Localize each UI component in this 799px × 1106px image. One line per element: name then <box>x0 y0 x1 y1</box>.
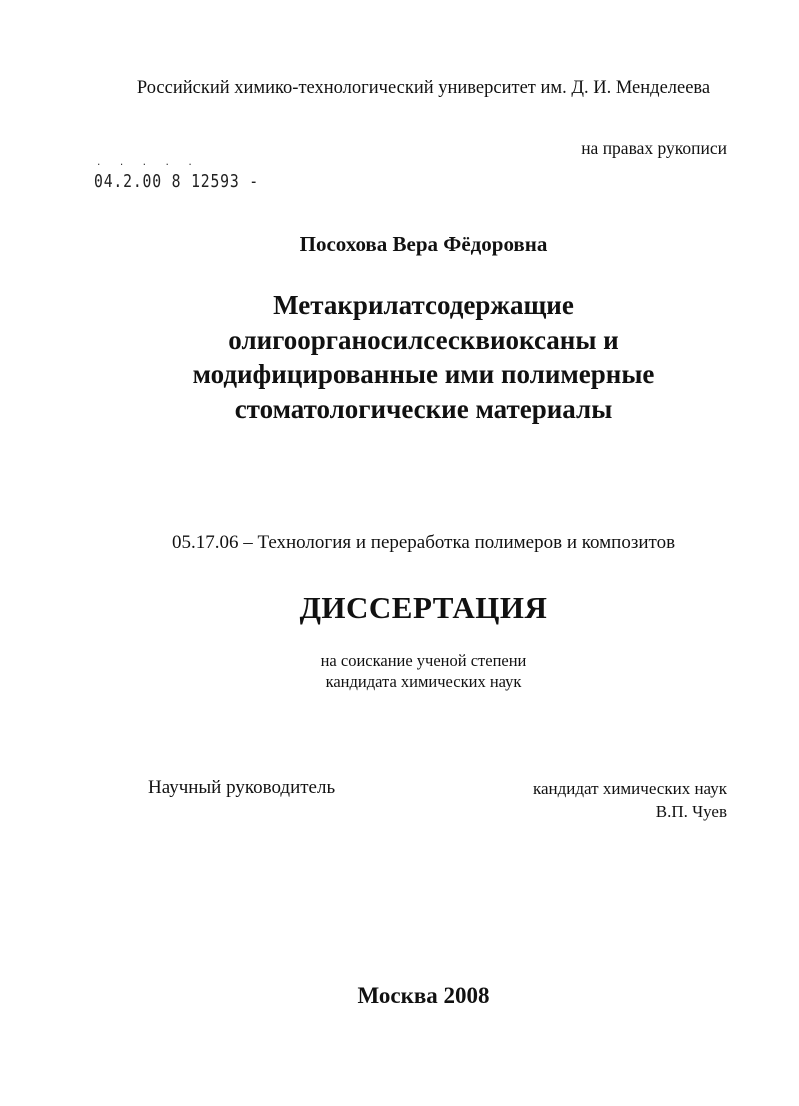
thesis-title-line: модифицированные ими полимерные <box>192 359 655 389</box>
supervisor-label: Научный руководитель <box>148 777 336 798</box>
city-year: Москва 2008 <box>357 983 490 1008</box>
supervisor-name: В.П. Чуев <box>655 802 727 821</box>
author-name: Посохова Вера Фёдоровна <box>299 232 548 256</box>
degree-line: на соискание ученой степени <box>320 651 527 670</box>
university-name: Российский химико-технологический университет им. Д. И. Менделеева <box>136 78 711 98</box>
supervisor-info <box>533 777 727 823</box>
supervisor-degree: кандидат химических наук <box>533 779 727 798</box>
stamp-marks: . . . . . <box>96 158 199 168</box>
degree-line: кандидата химических наук <box>325 672 522 691</box>
thesis-title-line: Метакрилатсодержащие <box>273 290 574 320</box>
degree-statement <box>0 650 799 692</box>
thesis-title-line: олигоорганосилсесквиоксаны и <box>228 324 619 355</box>
thesis-title <box>0 288 799 426</box>
document-type-heading: ДИССЕРТАЦИЯ <box>299 590 548 625</box>
rights-note: на правах рукописи <box>581 138 727 158</box>
thesis-title-line: стоматологические материалы <box>234 393 613 424</box>
registration-stamp-number: 04.2.00 8 12593 - <box>94 171 260 192</box>
specialty-code: 05.17.06 – Технология и переработка полимеров и композитов <box>171 532 676 553</box>
